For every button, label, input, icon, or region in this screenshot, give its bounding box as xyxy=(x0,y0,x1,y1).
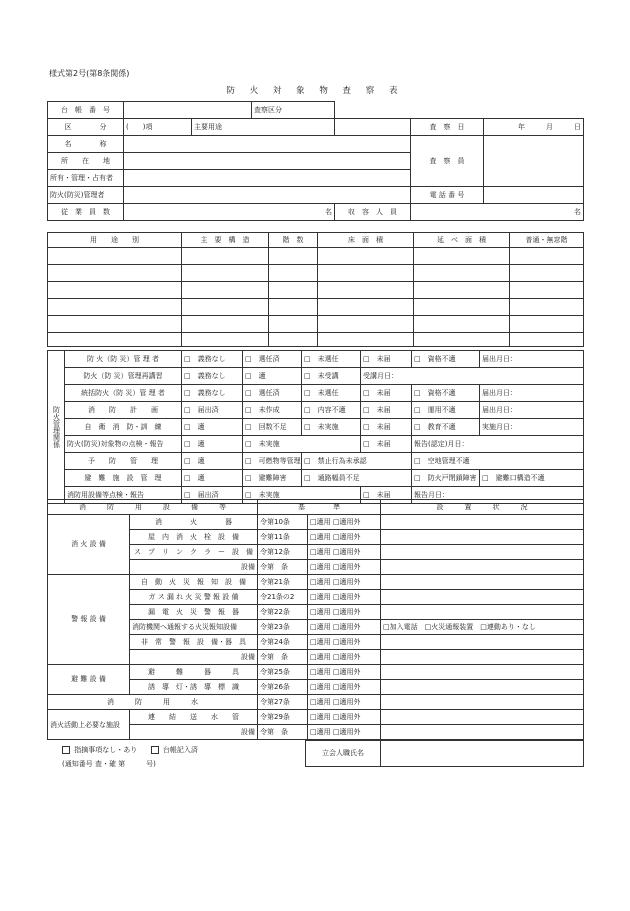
usage-row[interactable] xyxy=(48,265,584,282)
article: 令第21条 xyxy=(258,575,308,590)
status-cell[interactable] xyxy=(381,665,584,680)
equipment-item: 消防機関へ通報する火災報知設備 xyxy=(130,620,258,635)
checkbox-option[interactable]: □ 避難口構造不適 xyxy=(480,470,584,487)
not-applicable-checkbox[interactable]: □適用外 xyxy=(332,577,361,586)
checkbox-option[interactable]: □ 教育不適 xyxy=(412,419,480,436)
basic-info-table xyxy=(47,101,584,221)
training-date[interactable]: 受講月日： xyxy=(361,368,584,385)
checkbox-option[interactable]: □ 回数不足 xyxy=(243,419,302,436)
status-cell[interactable] xyxy=(381,515,584,530)
checkbox-option[interactable]: □ 未届 xyxy=(361,487,412,504)
status-cell[interactable] xyxy=(381,635,584,650)
equipment-item: 屋 内 消 火 栓 設 備 xyxy=(130,530,258,545)
article: 令第24条 xyxy=(258,635,308,650)
checkbox-option[interactable]: □ 届出済 xyxy=(182,402,243,419)
article: 令第23条 xyxy=(258,620,308,635)
usage-header-floor-area: 床 面 積 xyxy=(318,233,414,248)
checkbox-option[interactable]: □ 内容不適 xyxy=(302,402,361,419)
checkbox-option[interactable]: □ 届出済 xyxy=(182,487,243,504)
equipment-item: ス プ リ ン ク ラ ー 設 備 xyxy=(130,545,258,560)
status-cell[interactable] xyxy=(381,695,584,710)
equipment-item: ガ ス 漏 れ 火 災 警 報 設 備 xyxy=(130,590,258,605)
ledger-no-label: 台 帳 番 号 xyxy=(48,102,124,119)
management-table xyxy=(47,350,584,504)
checkbox-option[interactable]: □ 選任済 xyxy=(243,385,302,402)
document-title: 防 火 対 象 物 査 察 表 xyxy=(226,86,404,96)
notification-date[interactable]: 届出月日： xyxy=(480,351,584,368)
installation-status-header: 設 置 状 況 xyxy=(381,500,584,515)
status-cell[interactable] xyxy=(381,680,584,695)
article: 令第25条 xyxy=(258,665,308,680)
not-applicable-checkbox[interactable]: □適用外 xyxy=(332,727,361,736)
applicable-checkbox[interactable]: □適用 xyxy=(310,682,331,691)
checkbox-option[interactable]: □ 未実施 xyxy=(302,419,361,436)
usage-header-floors: 階 数 xyxy=(269,233,318,248)
not-applicable-checkbox[interactable]: □適用外 xyxy=(332,637,361,646)
applicable-checkbox[interactable]: □適用 xyxy=(310,727,331,736)
usage-header-use: 用 途 別 xyxy=(48,233,182,248)
usage-row[interactable] xyxy=(48,248,584,265)
checkbox-option[interactable]: □ 義務なし xyxy=(182,385,243,402)
group-fire-extinguishing: 消 火 設 備 xyxy=(48,515,130,575)
equipment-item: 消 火 器 xyxy=(130,515,258,530)
checkbox-option[interactable]: □ 適 xyxy=(182,470,243,487)
equipment-item: 設備 xyxy=(130,560,258,575)
ledger-entered-checkbox[interactable] xyxy=(151,746,159,754)
usage-row[interactable] xyxy=(48,316,584,333)
fire-manager-value[interactable] xyxy=(124,187,411,204)
mgmt-label-evacuation: 避 難 施 設 管 理 xyxy=(65,470,182,487)
checkbox-option[interactable]: □ 未選任 xyxy=(302,351,361,368)
applicable-checkbox[interactable]: □適用 xyxy=(310,607,331,616)
article: 令第10条 xyxy=(258,515,308,530)
owner-value[interactable] xyxy=(124,170,411,187)
mgmt-label-equipment-report: 消防用設備等点検・報告 xyxy=(65,487,182,504)
equipment-item: 自 動 火 災 報 知 設 備 xyxy=(130,575,258,590)
checkbox-option[interactable]: □ 避難障害 xyxy=(243,470,302,487)
ledger-no-value[interactable] xyxy=(124,102,252,119)
mgmt-label-prevention: 予 防 管 理 xyxy=(65,453,182,470)
article: 令第26条 xyxy=(258,680,308,695)
equipment-item: 設備 xyxy=(130,650,258,665)
mgmt-label-fire-manager: 防 火（防 災）管 理 者 xyxy=(65,351,182,368)
checkbox-option[interactable]: □ 運用不適 xyxy=(412,402,480,419)
group-fire-water: 消 防 用 水 xyxy=(48,695,258,710)
status-cell[interactable] xyxy=(381,650,584,665)
report-date[interactable]: 報告(認定)月日： xyxy=(412,436,584,453)
management-side-label: 防火管理関係 xyxy=(48,351,65,504)
not-applicable-checkbox[interactable]: □適用外 xyxy=(332,712,361,721)
address-value[interactable] xyxy=(124,153,411,170)
checkbox-option[interactable]: □ 未実施 xyxy=(243,436,361,453)
article: 令第 条 xyxy=(258,560,308,575)
witness-table xyxy=(305,740,584,767)
date-value[interactable]: 年 月 日 xyxy=(484,119,584,136)
checkbox-option[interactable]: □ 義務なし xyxy=(182,368,243,385)
mgmt-label-retraining: 防火（防 災）管理再講習 xyxy=(65,368,182,385)
applicable-checkbox[interactable]: □適用 xyxy=(310,637,331,646)
not-applicable-checkbox[interactable]: □適用外 xyxy=(332,622,361,631)
address-label: 所 在 地 xyxy=(48,153,124,170)
usage-table xyxy=(47,232,584,347)
checkbox-option[interactable]: □ 未実施 xyxy=(243,487,361,504)
mgmt-label-general-manager: 統括防火（防 災）管 理 者 xyxy=(65,385,182,402)
usage-row[interactable] xyxy=(48,282,584,299)
owner-label: 所有・管理・占有者 xyxy=(48,170,124,187)
fire-manager-label: 防火(防災)管理者 xyxy=(48,187,124,204)
not-applicable-checkbox[interactable]: □適用外 xyxy=(332,607,361,616)
checkbox-option[interactable]: □ 資格不適 xyxy=(412,385,480,402)
equipment-item: 非 常 警 報 設 備・器 具 xyxy=(130,635,258,650)
checkbox-option[interactable]: □ 適 xyxy=(182,419,243,436)
footer-notes xyxy=(62,743,198,771)
status-cell[interactable] xyxy=(381,590,584,605)
form-number: 様式第2号(第8条関係) xyxy=(49,69,130,78)
standard-header: 基 準 xyxy=(258,500,381,515)
equipment-table xyxy=(47,499,584,740)
checkbox-option[interactable]: □ 義務なし xyxy=(182,351,243,368)
mgmt-label-fire-plan: 消 防 計 画 xyxy=(65,402,182,419)
phone-label: 電 話 番 号 xyxy=(411,187,484,204)
checkbox-option[interactable]: □ 適 xyxy=(243,368,302,385)
equipment-item: 設備 xyxy=(130,725,258,740)
category-value[interactable]: ( )項 xyxy=(124,119,192,136)
notification-date[interactable]: 届出月日： xyxy=(480,402,584,419)
inspector-label: 査 察 員 xyxy=(411,136,484,187)
notice-number: (通知番号 査・確 第 号) xyxy=(62,760,156,768)
name-value[interactable] xyxy=(124,136,411,153)
employees-unit: 名 xyxy=(124,204,335,221)
group-evacuation: 避 難 設 備 xyxy=(48,665,130,695)
status-cell[interactable]: □加入電話 □火災通報装置 □連動あり・なし xyxy=(381,620,584,635)
checkbox-option[interactable]: □ 空地管理不適 xyxy=(412,453,584,470)
not-applicable-checkbox[interactable]: □適用外 xyxy=(332,517,361,526)
checkbox-option[interactable]: □ 資格不適 xyxy=(412,351,480,368)
usage-header-total-area: 延 べ 面 積 xyxy=(414,233,510,248)
status-cell[interactable] xyxy=(381,725,584,740)
applicable-checkbox[interactable]: □適用 xyxy=(310,697,331,706)
article: 令第29条 xyxy=(258,710,308,725)
not-applicable-checkbox[interactable]: □適用外 xyxy=(332,667,361,676)
checkbox-option[interactable]: □ 未作成 xyxy=(243,402,302,419)
usage-header-window: 普通・無窓階 xyxy=(510,233,584,248)
applicable-checkbox[interactable]: □適用 xyxy=(310,622,331,631)
equipment-item: 連 結 送 水 管 xyxy=(130,710,258,725)
usage-row[interactable] xyxy=(48,333,584,347)
status-cell[interactable] xyxy=(381,710,584,725)
applicable-checkbox[interactable]: □適用 xyxy=(310,667,331,676)
article: 令第12条 xyxy=(258,545,308,560)
article: 令第22条 xyxy=(258,605,308,620)
checkbox-option[interactable]: □ 通路幅員不足 xyxy=(302,470,412,487)
applicable-checkbox[interactable]: □適用 xyxy=(310,577,331,586)
not-applicable-checkbox[interactable]: □適用外 xyxy=(332,682,361,691)
applicability xyxy=(308,515,381,530)
status-cell[interactable] xyxy=(381,605,584,620)
not-applicable-checkbox[interactable]: □適用外 xyxy=(332,592,361,601)
witness-label: 立会人職氏名 xyxy=(306,741,381,767)
checkbox-option[interactable]: □ 未届 xyxy=(361,436,412,453)
mgmt-label-drill: 自 衛 消 防・訓 練 xyxy=(65,419,182,436)
usage-row[interactable] xyxy=(48,299,584,316)
not-applicable-checkbox[interactable]: □適用外 xyxy=(332,652,361,661)
checkbox-option[interactable]: □ 未受講 xyxy=(302,368,361,385)
mgmt-label-inspection-report: 防火(防災)対象物の点検・報告 xyxy=(65,436,182,453)
main-use-label: 主要用途 xyxy=(192,119,335,136)
usage-header-structure: 主 要 構 造 xyxy=(182,233,269,248)
article: 令21条の2 xyxy=(258,590,308,605)
article: 令第 条 xyxy=(258,650,308,665)
applicable-checkbox[interactable]: □適用 xyxy=(310,562,331,571)
no-findings-checkbox[interactable] xyxy=(62,746,70,754)
group-alarm: 警 報 設 備 xyxy=(48,575,130,665)
phone-value[interactable] xyxy=(484,187,584,204)
implementation-date[interactable]: 実施月日： xyxy=(480,419,584,436)
inspector-value[interactable] xyxy=(484,136,584,187)
name-label: 名 称 xyxy=(48,136,124,153)
checkbox-option[interactable]: □ 禁止行為未承認 xyxy=(302,453,412,470)
date-label: 査 察 日 xyxy=(411,119,484,136)
group-firefighting-facilities: 消火活動上必要な施設 xyxy=(48,710,130,740)
checkbox-option[interactable]: □ 可燃物等管理 xyxy=(243,453,302,470)
report-date[interactable]: 報告月日： xyxy=(412,487,584,504)
capacity-unit: 名 xyxy=(411,204,584,221)
status-cell[interactable] xyxy=(381,545,584,560)
applicable-checkbox[interactable]: □適用 xyxy=(310,547,331,556)
notification-date[interactable]: 届出月日： xyxy=(480,385,584,402)
not-applicable-checkbox[interactable]: □適用外 xyxy=(332,547,361,556)
equipment-header: 消 防 用 設 備 等 xyxy=(48,500,258,515)
article: 令第27条 xyxy=(258,695,308,710)
checkbox-option[interactable]: □ 未届 xyxy=(361,419,412,436)
checkbox-option[interactable]: □ 適 xyxy=(182,453,243,470)
applicable-checkbox[interactable]: □適用 xyxy=(310,712,331,721)
article: 令第 条 xyxy=(258,725,308,740)
checkbox-option[interactable]: □ 未届 xyxy=(361,402,412,419)
status-cell[interactable] xyxy=(381,560,584,575)
not-applicable-checkbox[interactable]: □適用外 xyxy=(332,562,361,571)
no-findings-label: 指摘事項なし・あり xyxy=(74,746,138,754)
not-applicable-checkbox[interactable]: □適用外 xyxy=(332,697,361,706)
inspection-class-label: 査察区分 xyxy=(252,102,335,119)
checkbox-option[interactable]: □ 未選任 xyxy=(302,385,361,402)
checkbox-option[interactable]: □ 選任済 xyxy=(243,351,302,368)
not-applicable-checkbox[interactable]: □適用外 xyxy=(332,532,361,541)
equipment-item: 漏 電 火 災 警 報 器 xyxy=(130,605,258,620)
checkbox-option[interactable]: □ 未届 xyxy=(361,351,412,368)
checkbox-option[interactable]: □ 未届 xyxy=(361,385,412,402)
ledger-entered-label: 台帳記入済 xyxy=(162,746,198,754)
employees-label: 従 業 員 数 xyxy=(48,204,124,221)
checkbox-option[interactable]: □ 防火戸閉鎖障害 xyxy=(412,470,480,487)
category-label: 区 分 xyxy=(48,119,124,136)
applicable-checkbox[interactable]: □適用 xyxy=(310,652,331,661)
status-cell[interactable] xyxy=(381,530,584,545)
equipment-item: 誘 導 灯・誘 導 標 識 xyxy=(130,680,258,695)
article: 令第11条 xyxy=(258,530,308,545)
main-use-value[interactable] xyxy=(335,119,411,136)
checkbox-option[interactable]: □ 適 xyxy=(182,436,243,453)
capacity-label: 収 容 人 員 xyxy=(335,204,411,221)
applicable-checkbox[interactable]: □適用 xyxy=(310,532,331,541)
applicable-checkbox[interactable]: □適用 xyxy=(310,517,331,526)
witness-value[interactable] xyxy=(381,741,584,767)
equipment-item: 避 難 器 具 xyxy=(130,665,258,680)
applicable-checkbox[interactable]: □適用 xyxy=(310,592,331,601)
status-cell[interactable] xyxy=(381,575,584,590)
